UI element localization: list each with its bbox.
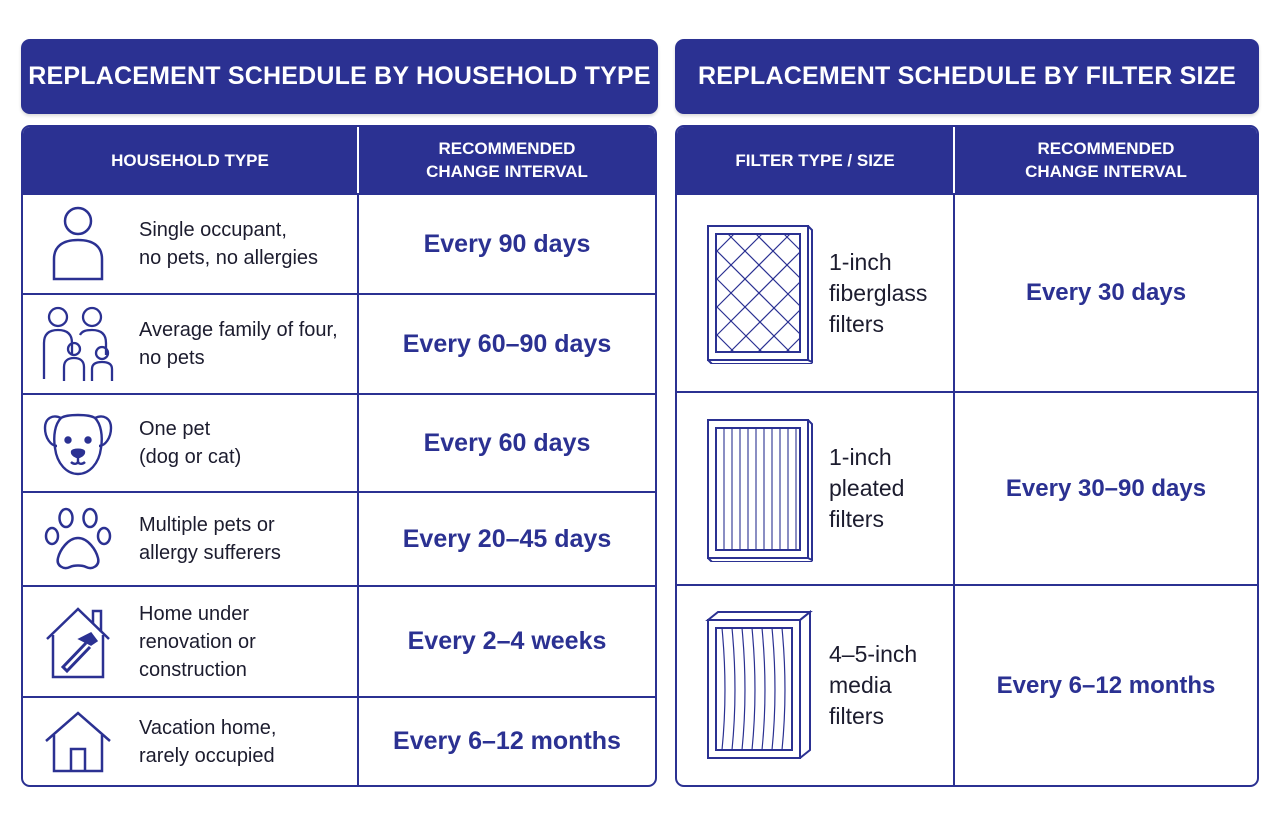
paw-icon <box>39 500 117 578</box>
fiberglass-filter-icon <box>699 218 819 368</box>
interval-value: Every 60–90 days <box>402 329 612 358</box>
pleated-filter-icon <box>699 414 819 564</box>
table-row <box>23 491 655 585</box>
interval-value: Every 30 days <box>1025 279 1187 306</box>
person-icon <box>39 205 117 283</box>
filter-cell <box>677 393 955 584</box>
household-cell <box>23 587 359 696</box>
household-label: Average family of four, no pets <box>139 319 338 369</box>
dog-icon <box>39 404 117 482</box>
household-schedule-table <box>21 125 657 787</box>
household-cell <box>23 698 359 785</box>
interval-value: Every 20–45 days <box>402 524 612 553</box>
interval-value: Every 6–12 months <box>393 727 621 755</box>
interval-value: Every 30–90 days <box>1005 474 1207 502</box>
household-cell <box>23 295 359 393</box>
household-label: Multiple pets or allergy sufferers <box>139 514 281 564</box>
table-row <box>23 293 655 393</box>
household-cell <box>23 395 359 491</box>
interval-value: Every 90 days <box>423 229 591 258</box>
interval-header: RECOMMENDED CHANGE INTERVAL <box>426 139 588 181</box>
filter-schedule-title: REPLACEMENT SCHEDULE BY FILTER SIZE <box>675 39 1259 114</box>
table-header <box>677 127 1257 193</box>
filter-label: 1-inch pleated filters <box>829 444 905 532</box>
table-row <box>23 696 655 785</box>
table-row <box>677 391 1257 584</box>
table-row <box>23 585 655 696</box>
table-row <box>23 193 655 293</box>
table-row <box>677 584 1257 785</box>
house-icon <box>39 703 117 781</box>
table-header <box>23 127 655 193</box>
interval-value: Every 6–12 months <box>996 671 1216 699</box>
table-row <box>23 393 655 491</box>
household-cell <box>23 493 359 585</box>
filter-schedule-table <box>675 125 1259 787</box>
filter-type-header: FILTER TYPE / SIZE <box>677 127 955 193</box>
household-type-header: HOUSEHOLD TYPE <box>23 127 359 193</box>
house-hammer-icon <box>39 603 117 681</box>
household-schedule-title: REPLACEMENT SCHEDULE BY HOUSEHOLD TYPE <box>21 39 658 114</box>
household-label: One pet (dog or cat) <box>139 418 242 468</box>
household-label: Home under renovation or construction <box>139 602 256 681</box>
filter-cell <box>677 586 955 785</box>
filter-label: 4–5-inch media filters <box>829 641 918 729</box>
filter-label: 1-inch fiberglass filters <box>829 248 928 337</box>
table-row <box>677 193 1257 391</box>
household-cell <box>23 195 359 293</box>
household-label: Vacation home, rarely occupied <box>139 716 277 767</box>
family-icon <box>39 305 117 383</box>
household-label: Single occupant, no pets, no allergies <box>139 219 319 269</box>
interval-header: RECOMMENDED CHANGE INTERVAL <box>1025 139 1187 181</box>
filter-cell <box>677 195 955 391</box>
interval-value: Every 60 days <box>423 428 591 457</box>
interval-value: Every 2–4 weeks <box>407 627 607 655</box>
media-filter-icon <box>699 611 819 761</box>
